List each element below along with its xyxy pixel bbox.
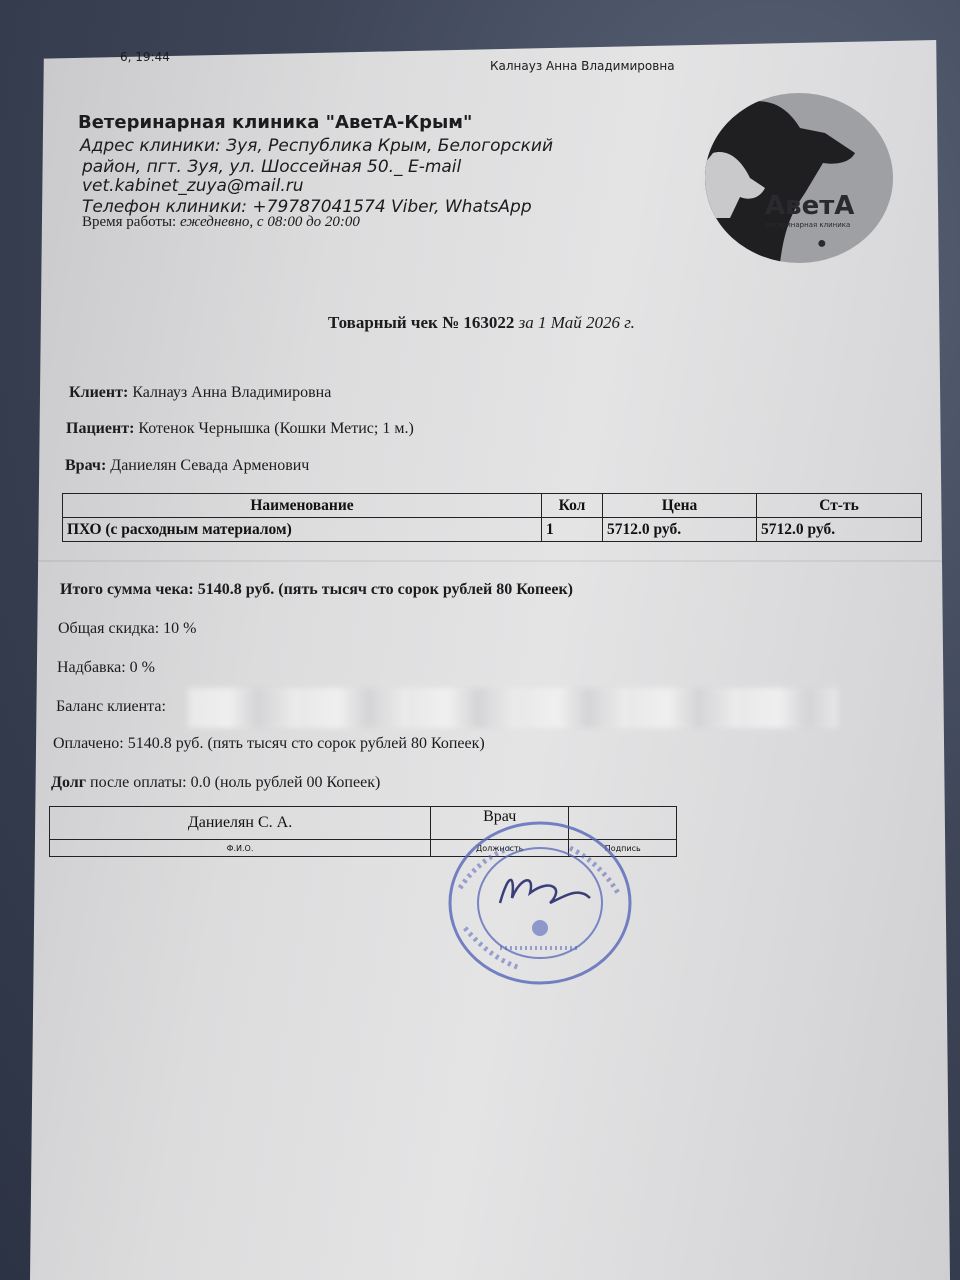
clinic-hours-label: Время работы:: [82, 214, 177, 230]
clinic-stamp-icon: [440, 818, 640, 988]
clinic-hours-value: ежедневно, с 08:00 до 20:00: [179, 214, 360, 230]
cell-cost: 5712.0 руб.: [757, 518, 922, 542]
clinic-email: vet.kabinet_zuya@mail.ru: [82, 176, 304, 196]
doctor-line: [65, 457, 309, 475]
patient-label: Пациент:: [66, 420, 135, 437]
items-table: [62, 493, 922, 542]
client-label: Клиент:: [69, 384, 129, 401]
clinic-address-line2: район, пгт. Зуя, ул. Шоссейная 50._ E-mail: [82, 157, 462, 177]
total-line: Итого сумма чека: 5140.8 руб. (пять тысяч сто сорок рублей 80 Копеек): [60, 581, 574, 598]
header-name: Наименование: [63, 494, 542, 518]
cell-price: 5712.0 руб.: [603, 518, 757, 542]
debt-label: Долг: [51, 774, 87, 791]
header-qty: Кол: [542, 494, 603, 518]
signature-caption: Подпись: [569, 840, 677, 857]
client-line: [69, 384, 331, 402]
client-value: Калнауз Анна Владимировна: [132, 384, 332, 401]
logo-subtext: ветеринарная клиника: [765, 221, 851, 229]
clinic-logo: [705, 93, 893, 263]
balance-label: Баланс клиента:: [56, 698, 166, 715]
receipt-date: за 1 Май 2026 г.: [518, 313, 635, 332]
table-header-row: [63, 494, 922, 518]
discount-line: Общая скидка: 10 %: [58, 620, 197, 637]
animal-silhouette-icon: [705, 93, 893, 263]
patient-line: [66, 420, 414, 438]
paid-line: Оплачено: 5140.8 руб. (пять тысяч сто сорок рублей 80 Копеек): [53, 735, 485, 752]
receipt-title: Товарный чек № 163022: [328, 313, 515, 332]
debt-value: после оплаты: 0.0 (ноль рублей 00 Копеек): [90, 774, 381, 791]
clinic-address-line1: Адрес клиники: Зуя, Республика Крым, Белогорский: [80, 136, 554, 156]
patient-value: Котенок Чернышка (Кошки Метис; 1 м.): [138, 420, 414, 437]
balance-redaction: [188, 688, 838, 728]
doctor-value: Даниелян Севада Арменович: [110, 457, 310, 474]
print-username: Калнауз Анна Владимировна: [490, 59, 675, 73]
clinic-name: Ветеринарная клиника "АветА-Крым": [78, 112, 473, 133]
clinic-phone: Телефон клиники: +79787041574 Viber, WhatsApp: [82, 197, 532, 217]
logo-text: АветА: [765, 191, 855, 221]
debt-line: [51, 774, 380, 792]
clinic-hours: [82, 214, 360, 231]
signer-position: Врач: [431, 807, 569, 840]
surcharge-line: Надбавка: 0 %: [57, 659, 155, 676]
doctor-label: Врач:: [65, 457, 107, 474]
position-caption: Должность: [431, 840, 569, 857]
paper-fold: [30, 560, 950, 562]
fio-caption: Ф.И.О.: [50, 840, 431, 857]
print-datetime: 6, 19:44: [120, 50, 170, 64]
table-row: [63, 518, 922, 542]
cell-name: ПХО (с расходным материалом): [63, 518, 542, 542]
paw-icon: ●: [817, 235, 827, 252]
header-cost: Ст-ть: [757, 494, 922, 518]
signer-name: Даниелян С. А.: [50, 807, 431, 840]
cell-qty: 1: [542, 518, 603, 542]
header-price: Цена: [603, 494, 757, 518]
receipt-title-line: [328, 313, 635, 333]
